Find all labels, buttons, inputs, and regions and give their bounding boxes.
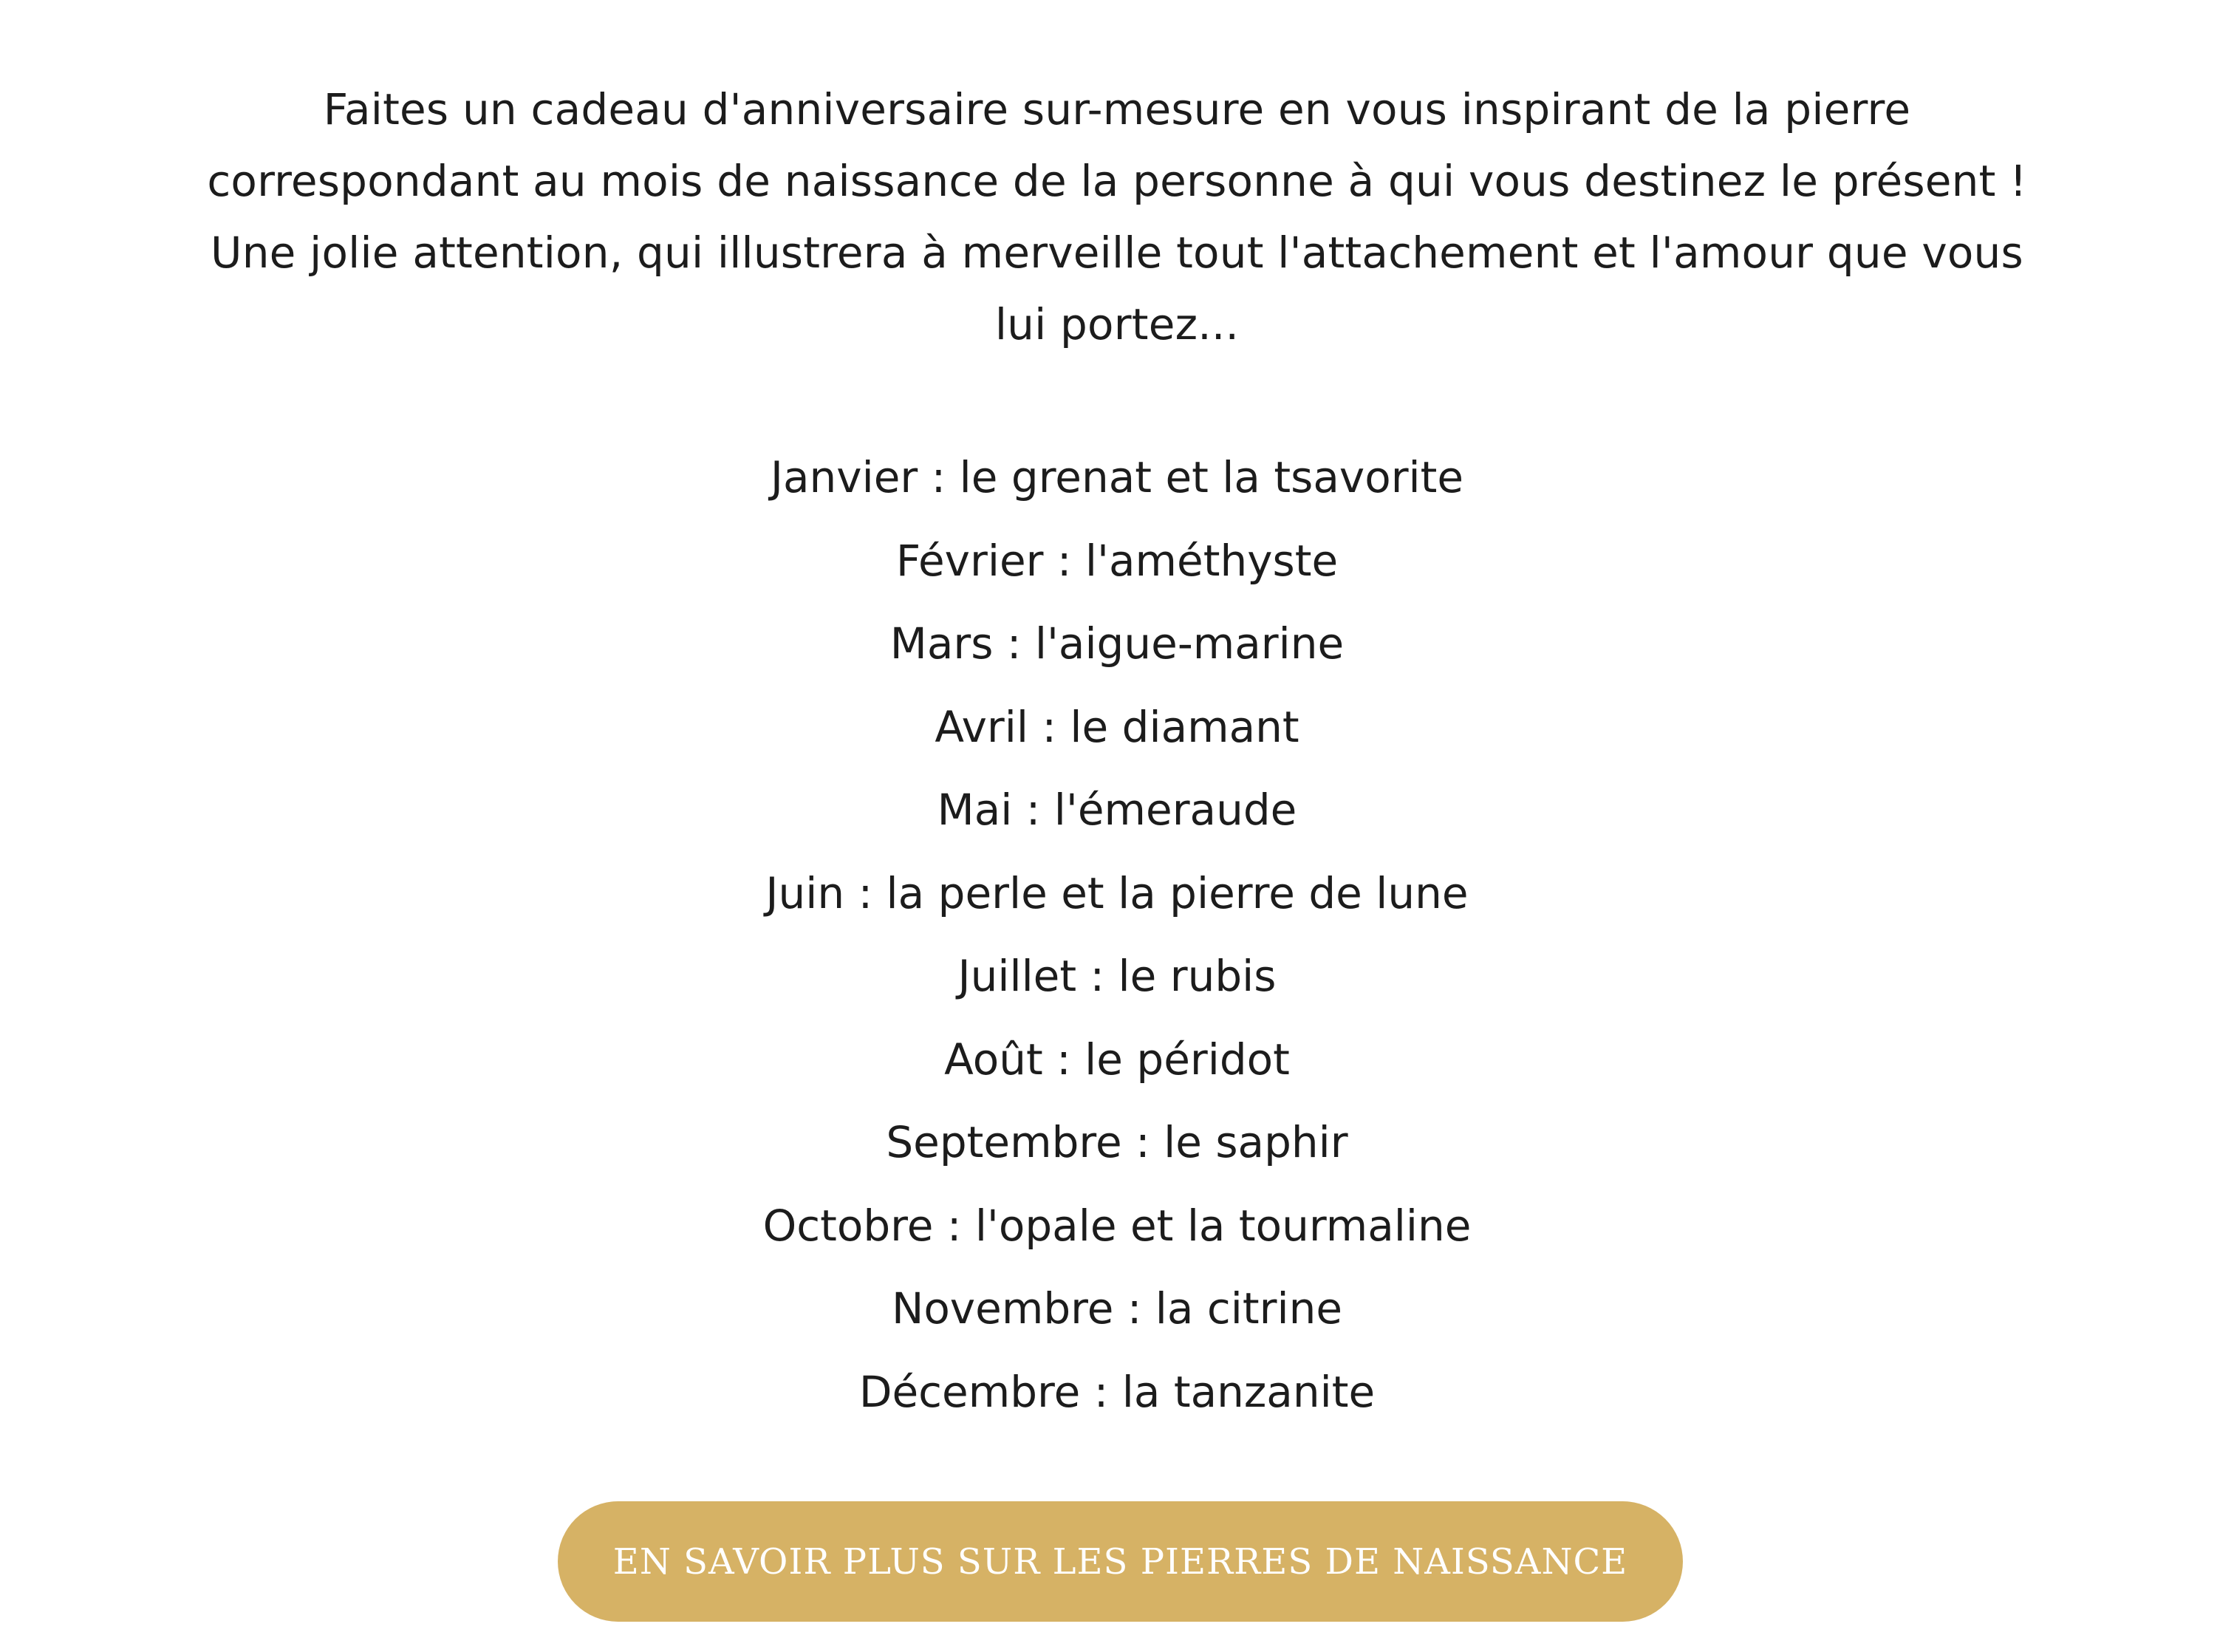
birthstone-january: Janvier : le grenat et la tsavorite	[770, 452, 1464, 502]
birthstone-may: Mai : l'émeraude	[937, 785, 1297, 835]
birthstone-april: Avril : le diamant	[935, 701, 1299, 752]
intro-paragraph	[118, 74, 2116, 361]
birthstone-december: Décembre : la tanzanite	[858, 1366, 1376, 1417]
intro-line-2: correspondant au mois de naissance de la personne à qui vous destinez le présent !	[207, 156, 2027, 206]
birthstone-february: Février : l'améthyste	[895, 535, 1339, 586]
birthstone-september: Septembre : le saphir	[886, 1117, 1348, 1167]
intro-line-1: Faites un cadeau d'anniversaire sur-mesure en vous inspirant de la pierre	[323, 84, 1911, 134]
birthstone-july: Juillet : le rubis	[957, 951, 1277, 1001]
learn-more-birthstones-button[interactable]: EN SAVOIR PLUS SUR LES PIERRES DE NAISSANCE	[558, 1501, 1683, 1622]
birthstone-march: Mars : l'aigue-marine	[889, 618, 1345, 669]
birthstone-october: Octobre : l'opale et la tourmaline	[762, 1200, 1472, 1251]
birthstone-august: Août : le péridot	[944, 1034, 1290, 1085]
intro-line-4: lui portez...	[994, 299, 1240, 349]
birthstone-november: Novembre : la citrine	[891, 1283, 1343, 1334]
birthstone-list	[0, 436, 2234, 1433]
birthstone-june: Juin : la perle et la pierre de lune	[765, 867, 1469, 918]
intro-line-3: Une jolie attention, qui illustrera à merveille tout l'attachement et l'amour que vous	[211, 228, 2023, 278]
